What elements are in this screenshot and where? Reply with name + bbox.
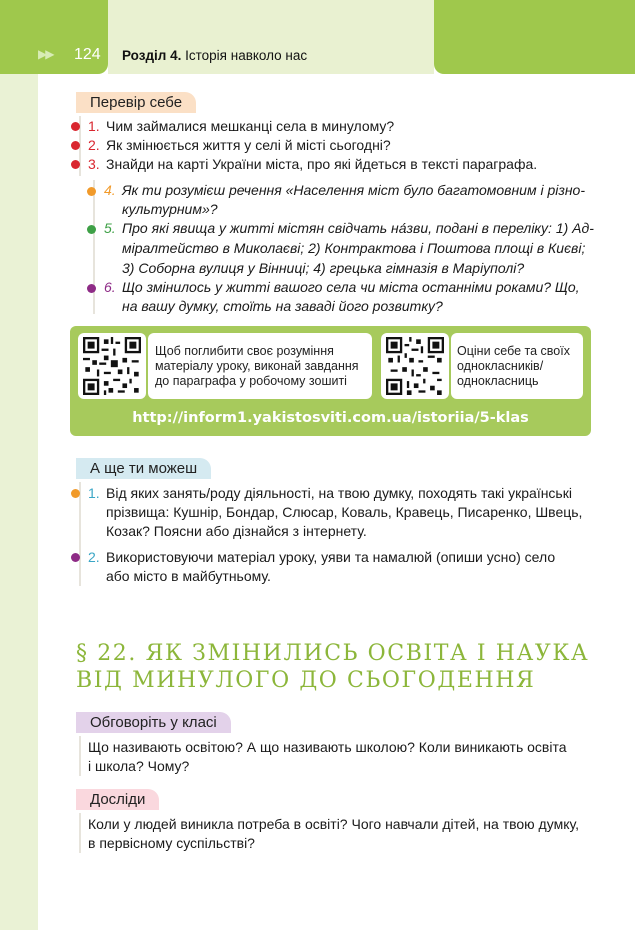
research-text: Коли у людей виникла потреба в освіті? Чого навчали дітей, на твою думку, — [88, 816, 579, 832]
level-marker-purple — [87, 284, 96, 293]
item-number: 6. — [104, 279, 116, 295]
task-text: Козак? Поясни або дізнайся з інтернету. — [106, 523, 367, 539]
section-label: Розділ 4. — [122, 48, 182, 63]
level-marker-orange — [71, 489, 80, 498]
left-margin-strip — [0, 0, 38, 930]
task-text: Від яких занять/роду діяльності, на твою думку, походять такі українські — [106, 485, 572, 501]
qr-left-text-line: матеріалу уроку, виконай завдання — [155, 359, 359, 373]
workbook-task-card[interactable] — [148, 333, 372, 399]
research-tag: Досліди — [76, 789, 159, 810]
level-marker-purple — [71, 553, 80, 562]
level-marker-red — [71, 122, 80, 131]
item-number: 2. — [88, 137, 100, 153]
item-number: 4. — [104, 182, 116, 198]
qr-card-left[interactable] — [78, 333, 146, 399]
task-text: Використовуючи матеріал уроку, уяви та намалюй (опиши усно) село — [106, 549, 556, 565]
double-arrow-icon: ▶▶ — [38, 47, 53, 61]
qr-code-icon — [385, 337, 445, 395]
discuss-text: і школа? Чому? — [88, 758, 190, 774]
running-header — [122, 48, 307, 63]
question-text: Що змінилось у житті вашого села чи міста останніми роками? Що, — [122, 279, 580, 295]
item-number: 1. — [88, 485, 100, 501]
task-text: прізвища: Кушнір, Бондар, Слюсар, Коваль, Кравець, Писаренко, Швець, — [106, 504, 583, 520]
section-title-line1: § 22. ЯК ЗМІНИЛИСЬ ОСВІТА І НАУКА — [76, 641, 590, 666]
qr-left-text-line: до параграфа у робочому зошиті — [155, 374, 347, 388]
qr-resources-panel — [70, 326, 591, 436]
question-text: на вашу думку, стоїть на заваді його розвитку? — [122, 298, 443, 314]
qr-left-text-line: Щоб поглибити своє розуміння — [155, 344, 334, 358]
qr-code-icon — [82, 337, 142, 395]
question-text: 3) Соборна вулиця у Вінниці; 4) грецька гімназія в Маріуполі? — [122, 260, 525, 276]
discuss-divider-line — [79, 736, 81, 776]
question-text: Як змінюється життя у селі й місті сьогодні? — [106, 137, 391, 153]
level-marker-green — [87, 225, 96, 234]
item-number: 5. — [104, 220, 116, 236]
item-number: 2. — [88, 549, 100, 565]
check-divider-line-2 — [93, 180, 95, 314]
discuss-text: Що називають освітою? А що називають школою? Коли виникають освіта — [88, 739, 567, 755]
level-marker-red — [71, 141, 80, 150]
header-right-block — [434, 0, 635, 74]
discuss-tag: Обговоріть у класі — [76, 712, 231, 733]
can-do-divider-line — [79, 482, 81, 586]
question-text: Знайди на карті України міста, про які йдеться в тексті параграфа. — [106, 156, 538, 172]
can-do-tag: А ще ти можеш — [76, 458, 211, 479]
check-yourself-tag: Перевір себе — [76, 92, 196, 113]
qr-right-text — [457, 344, 570, 389]
research-text: в первісному суспільстві? — [88, 835, 255, 851]
question-text: Чим займалися мешканці села в минулому? — [106, 118, 395, 134]
question-text: Як ти розумієш речення «Населення міст було багатомовним і різно- — [122, 182, 586, 198]
item-number: 3. — [88, 156, 100, 172]
page-number: 124 — [74, 46, 101, 63]
level-marker-red — [71, 160, 80, 169]
resource-url-link[interactable]: http://inform1.yakistosviti.com.ua/istoriia/5-klas — [132, 410, 529, 426]
qr-right-text-line: однокласників/ — [457, 359, 544, 373]
qr-right-text-line: Оціни себе та своїх — [457, 344, 570, 358]
section-header-title: Історія навколо нас — [185, 48, 308, 63]
question-text: культурним»? — [122, 201, 218, 217]
task-text: або місто в майбутньому. — [106, 568, 271, 584]
qr-card-right[interactable] — [381, 333, 449, 399]
level-marker-orange — [87, 187, 96, 196]
item-number: 1. — [88, 118, 100, 134]
qr-right-text-line: однокласниць — [457, 374, 539, 388]
question-text: міралтейство в Миколаєві; 2) Контрактова і Поштова площі в Києві; — [122, 240, 586, 256]
self-assessment-card[interactable] — [451, 333, 583, 399]
question-text: Про які явища у житті містян свідчать на́зви, подані в переліку: 1) Ад- — [122, 220, 594, 236]
section-title-line2: ВІД МИНУЛОГО ДО СЬОГОДЕННЯ — [76, 668, 536, 693]
research-divider-line — [79, 813, 81, 853]
qr-left-text — [155, 344, 359, 389]
